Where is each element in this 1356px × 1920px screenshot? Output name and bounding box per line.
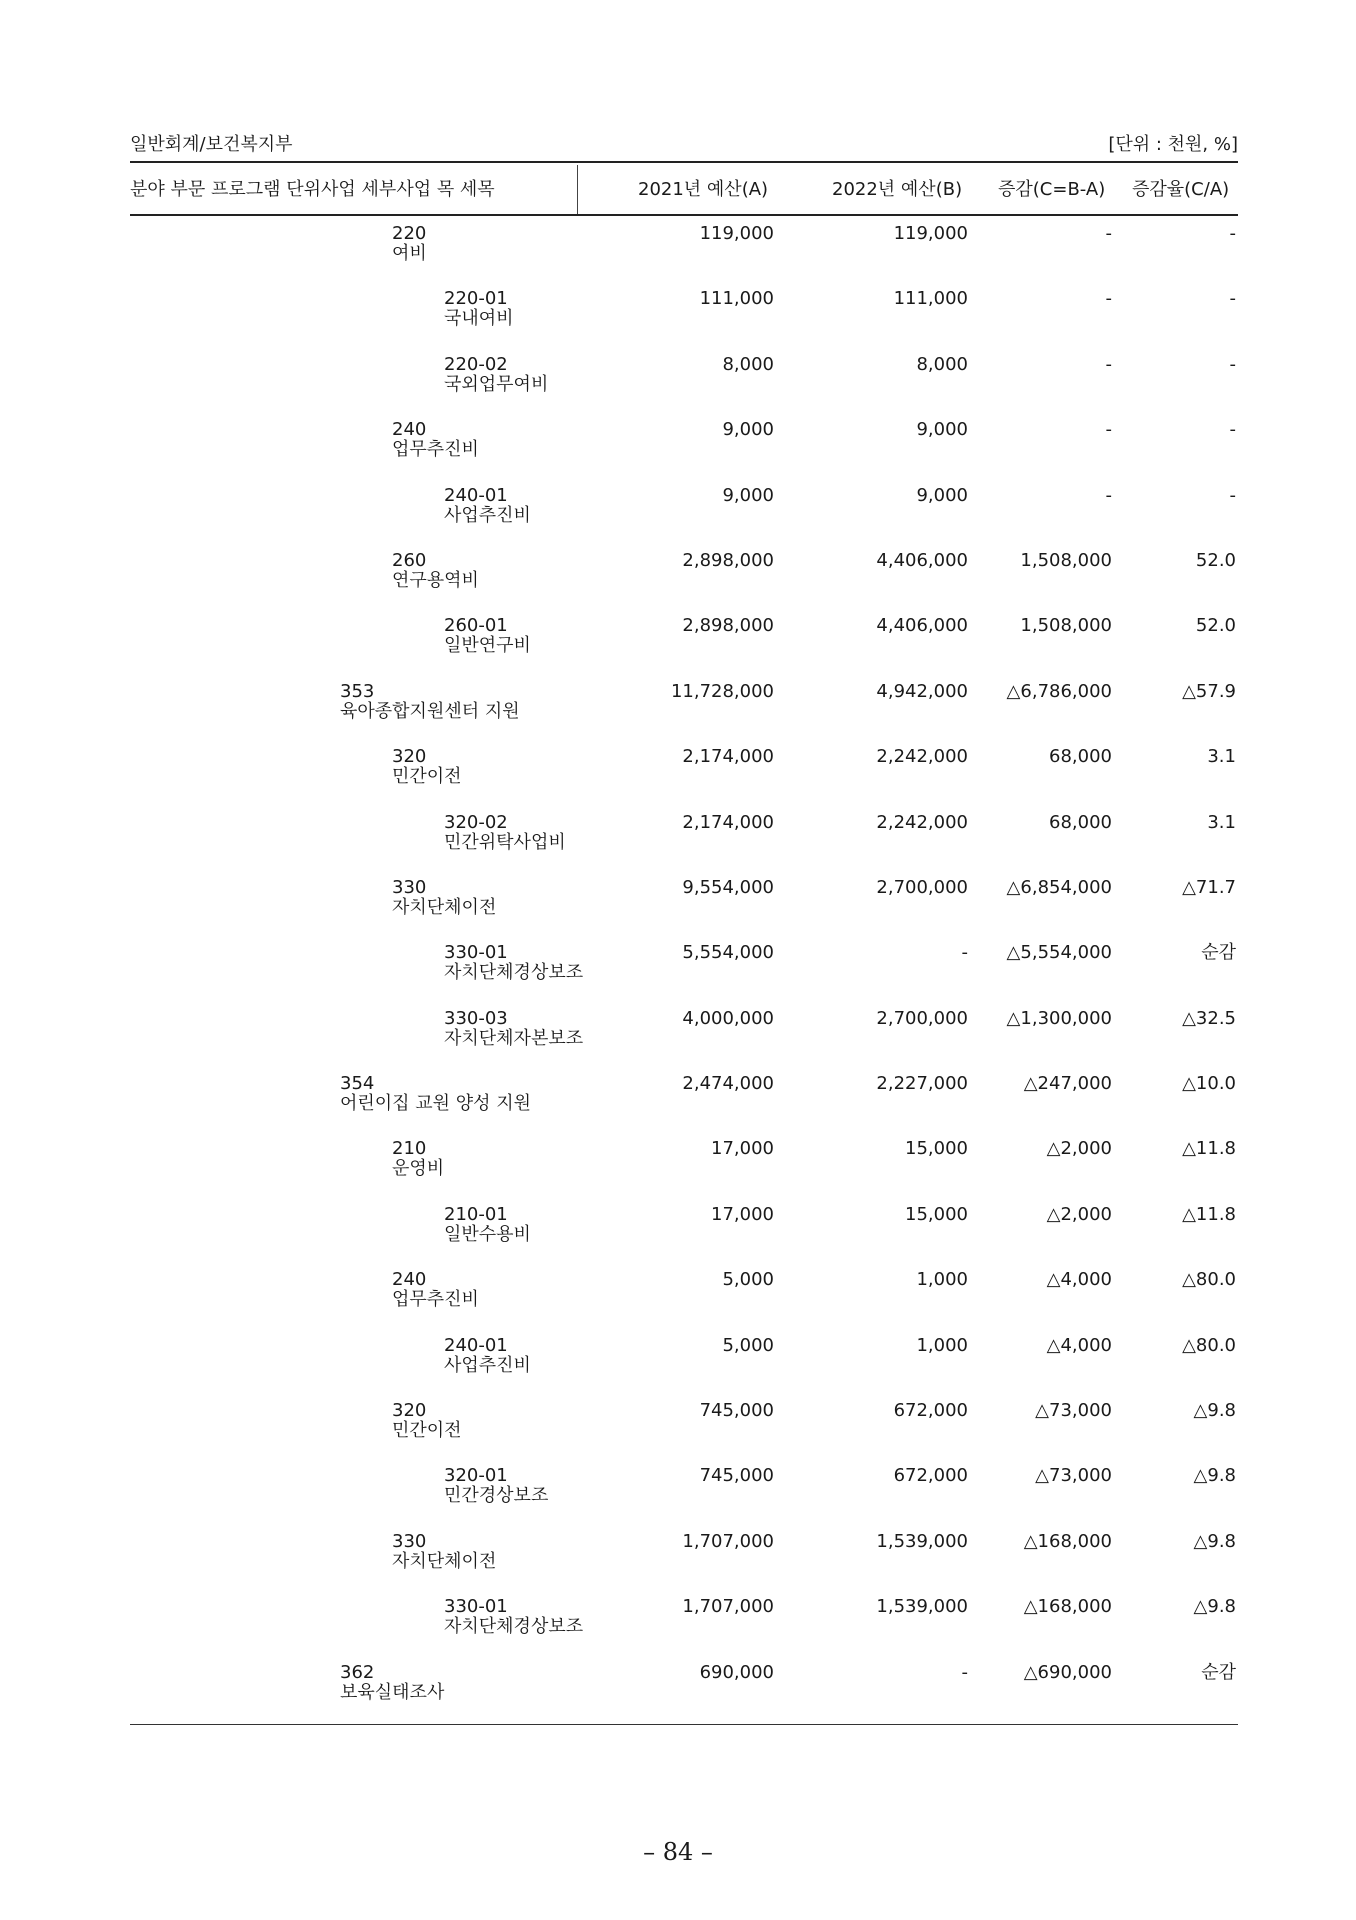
row-name: 일반연구비 bbox=[444, 635, 531, 657]
row-budget-2022: 2,242,000 bbox=[876, 746, 968, 768]
row-budget-2021: 1,707,000 bbox=[682, 1530, 774, 1552]
row-name: 국내여비 bbox=[444, 308, 514, 330]
row-change: △73,000 bbox=[1035, 1400, 1112, 1422]
row-budget-2022: 2,242,000 bbox=[876, 811, 968, 833]
row-budget-2021: 2,174,000 bbox=[682, 811, 774, 833]
row-budget-2021: 5,000 bbox=[722, 1334, 774, 1356]
row-name: 민간이전 bbox=[392, 766, 462, 788]
table-body bbox=[130, 218, 1238, 1722]
row-budget-2022: - bbox=[961, 942, 968, 964]
row-change-rate: △71.7 bbox=[1182, 876, 1236, 898]
table-row bbox=[130, 1460, 1238, 1525]
row-change-rate: 순감 bbox=[1201, 1661, 1236, 1683]
row-change-rate: △32.5 bbox=[1182, 1007, 1236, 1029]
row-code: 330 bbox=[392, 876, 427, 898]
row-change-rate: 52.0 bbox=[1195, 549, 1236, 571]
row-budget-2022: 4,406,000 bbox=[876, 615, 968, 637]
row-change: 68,000 bbox=[1049, 746, 1112, 768]
table-row bbox=[130, 1591, 1238, 1656]
account-label: 일반회계/보건복지부 bbox=[130, 134, 293, 155]
row-budget-2022: 2,227,000 bbox=[876, 1073, 968, 1095]
row-change-rate: △80.0 bbox=[1182, 1269, 1236, 1291]
row-change-rate: △10.0 bbox=[1182, 1073, 1236, 1095]
row-code: 240-01 bbox=[444, 1334, 508, 1356]
row-change: △1,300,000 bbox=[1006, 1007, 1112, 1029]
table-row bbox=[130, 937, 1238, 1002]
row-code: 330-01 bbox=[444, 942, 508, 964]
row-name: 자치단체경상보조 bbox=[444, 1616, 584, 1638]
table-row bbox=[130, 807, 1238, 872]
row-budget-2021: 8,000 bbox=[722, 353, 774, 375]
row-name: 육아종합지원센터 지원 bbox=[340, 700, 520, 722]
row-budget-2022: 2,700,000 bbox=[876, 876, 968, 898]
row-code: 320-02 bbox=[444, 811, 508, 833]
row-budget-2022: 15,000 bbox=[905, 1203, 968, 1225]
row-change: △6,854,000 bbox=[1006, 876, 1112, 898]
table-row bbox=[130, 1003, 1238, 1068]
row-change-rate: △11.8 bbox=[1182, 1138, 1236, 1160]
row-change-rate: △9.8 bbox=[1193, 1596, 1236, 1618]
row-change-rate: 순감 bbox=[1201, 942, 1236, 964]
row-budget-2022: 9,000 bbox=[916, 484, 968, 506]
row-code: 330 bbox=[392, 1530, 427, 1552]
top-info-line bbox=[130, 133, 1238, 157]
header-change-rate: 증감율(C/A) bbox=[1132, 179, 1230, 200]
row-code: 210-01 bbox=[444, 1203, 508, 1225]
row-name: 업무추진비 bbox=[392, 1289, 479, 1311]
row-change: △4,000 bbox=[1046, 1334, 1112, 1356]
row-change: △2,000 bbox=[1046, 1138, 1112, 1160]
table-row bbox=[130, 1133, 1238, 1198]
row-name: 자치단체자본보조 bbox=[444, 1027, 584, 1049]
row-budget-2021: 9,554,000 bbox=[682, 876, 774, 898]
row-change-rate: △9.8 bbox=[1193, 1400, 1236, 1422]
row-change: △73,000 bbox=[1035, 1465, 1112, 1487]
row-code: 240 bbox=[392, 419, 427, 441]
row-budget-2021: 4,000,000 bbox=[682, 1007, 774, 1029]
row-budget-2021: 17,000 bbox=[711, 1138, 774, 1160]
table-row bbox=[130, 218, 1238, 283]
row-budget-2021: 9,000 bbox=[722, 484, 774, 506]
row-name: 연구용역비 bbox=[392, 569, 479, 591]
row-name: 자치단체이전 bbox=[392, 896, 497, 918]
row-budget-2021: 745,000 bbox=[699, 1400, 774, 1422]
table-row bbox=[130, 480, 1238, 545]
table-row bbox=[130, 1264, 1238, 1329]
row-name: 자치단체경상보조 bbox=[444, 962, 584, 984]
row-name: 국외업무여비 bbox=[444, 373, 549, 395]
table-row bbox=[130, 610, 1238, 675]
row-change-rate: - bbox=[1229, 484, 1236, 506]
row-budget-2021: 2,898,000 bbox=[682, 615, 774, 637]
row-change: - bbox=[1105, 419, 1112, 441]
row-change-rate: △57.9 bbox=[1182, 680, 1236, 702]
row-budget-2022: - bbox=[961, 1661, 968, 1683]
row-change-rate: 3.1 bbox=[1207, 811, 1236, 833]
table-row bbox=[130, 1068, 1238, 1133]
header-budget-2022: 2022년 예산(B) bbox=[832, 179, 963, 200]
table-bottom-rule bbox=[130, 1724, 1238, 1725]
table-row bbox=[130, 676, 1238, 741]
row-code: 353 bbox=[340, 680, 375, 702]
row-name: 운영비 bbox=[392, 1158, 445, 1180]
row-budget-2022: 9,000 bbox=[916, 419, 968, 441]
row-budget-2022: 15,000 bbox=[905, 1138, 968, 1160]
table-row bbox=[130, 1657, 1238, 1722]
row-budget-2022: 1,539,000 bbox=[876, 1530, 968, 1552]
row-change-rate: - bbox=[1229, 223, 1236, 244]
row-name: 여비 bbox=[392, 243, 427, 264]
row-name: 민간이전 bbox=[392, 1420, 462, 1442]
row-change-rate: △9.8 bbox=[1193, 1530, 1236, 1552]
row-budget-2021: 111,000 bbox=[699, 288, 774, 310]
row-budget-2022: 1,000 bbox=[916, 1334, 968, 1356]
header-bottom-rule bbox=[130, 214, 1238, 216]
row-code: 240-01 bbox=[444, 484, 508, 506]
row-code: 220-02 bbox=[444, 353, 508, 375]
row-name: 사업추진비 bbox=[444, 1354, 531, 1376]
row-code: 362 bbox=[340, 1661, 375, 1683]
row-budget-2022: 672,000 bbox=[893, 1465, 968, 1487]
row-budget-2021: 11,728,000 bbox=[670, 680, 774, 702]
row-change: 68,000 bbox=[1049, 811, 1112, 833]
table-row bbox=[130, 1526, 1238, 1591]
row-budget-2022: 8,000 bbox=[916, 353, 968, 375]
row-code: 220 bbox=[392, 223, 427, 244]
row-code: 220-01 bbox=[444, 288, 508, 310]
row-budget-2022: 4,406,000 bbox=[876, 549, 968, 571]
row-code: 354 bbox=[340, 1073, 375, 1095]
row-change-rate: - bbox=[1229, 353, 1236, 375]
page-number: – 84 – bbox=[643, 1838, 713, 1866]
row-change: △2,000 bbox=[1046, 1203, 1112, 1225]
row-name: 일반수용비 bbox=[444, 1223, 531, 1245]
row-code: 260 bbox=[392, 549, 427, 571]
row-budget-2022: 119,000 bbox=[893, 223, 968, 244]
table-row bbox=[130, 545, 1238, 610]
row-change-rate: 52.0 bbox=[1195, 615, 1236, 637]
row-change: - bbox=[1105, 484, 1112, 506]
table-top-rule bbox=[130, 161, 1238, 163]
header-change: 증감(C=B-A) bbox=[998, 179, 1106, 200]
row-budget-2022: 2,700,000 bbox=[876, 1007, 968, 1029]
row-code: 240 bbox=[392, 1269, 427, 1291]
row-change: - bbox=[1105, 223, 1112, 244]
row-change: 1,508,000 bbox=[1020, 549, 1112, 571]
row-change: - bbox=[1105, 288, 1112, 310]
row-change: △168,000 bbox=[1023, 1596, 1112, 1618]
row-budget-2021: 5,000 bbox=[722, 1269, 774, 1291]
row-code: 320 bbox=[392, 1400, 427, 1422]
row-change: - bbox=[1105, 353, 1112, 375]
row-change-rate: 3.1 bbox=[1207, 746, 1236, 768]
row-code: 210 bbox=[392, 1138, 427, 1160]
table-row bbox=[130, 283, 1238, 348]
row-change: △6,786,000 bbox=[1006, 680, 1112, 702]
row-name: 민간경상보조 bbox=[444, 1485, 549, 1507]
row-change: △168,000 bbox=[1023, 1530, 1112, 1552]
table-row bbox=[130, 349, 1238, 414]
row-change: △4,000 bbox=[1046, 1269, 1112, 1291]
row-name: 업무추진비 bbox=[392, 439, 479, 461]
row-change-rate: △80.0 bbox=[1182, 1334, 1236, 1356]
row-budget-2021: 1,707,000 bbox=[682, 1596, 774, 1618]
row-budget-2022: 672,000 bbox=[893, 1400, 968, 1422]
header-divider bbox=[577, 165, 578, 215]
row-code: 320 bbox=[392, 746, 427, 768]
table-row bbox=[130, 414, 1238, 479]
table-row bbox=[130, 1199, 1238, 1264]
row-name: 민간위탁사업비 bbox=[444, 831, 566, 853]
header-classification: 분야 부문 프로그램 단위사업 세부사업 목 세목 bbox=[130, 179, 495, 200]
row-name: 자치단체이전 bbox=[392, 1550, 497, 1572]
row-change-rate: - bbox=[1229, 419, 1236, 441]
table-row bbox=[130, 1395, 1238, 1460]
row-budget-2021: 5,554,000 bbox=[682, 942, 774, 964]
header-budget-2021: 2021년 예산(A) bbox=[638, 179, 769, 200]
row-budget-2021: 9,000 bbox=[722, 419, 774, 441]
row-change: △247,000 bbox=[1023, 1073, 1112, 1095]
row-budget-2021: 2,174,000 bbox=[682, 746, 774, 768]
row-budget-2021: 690,000 bbox=[699, 1661, 774, 1683]
row-budget-2021: 2,898,000 bbox=[682, 549, 774, 571]
row-change-rate: △9.8 bbox=[1193, 1465, 1236, 1487]
row-budget-2022: 1,539,000 bbox=[876, 1596, 968, 1618]
row-budget-2022: 111,000 bbox=[893, 288, 968, 310]
row-budget-2021: 2,474,000 bbox=[682, 1073, 774, 1095]
row-code: 260-01 bbox=[444, 615, 508, 637]
row-budget-2022: 4,942,000 bbox=[876, 680, 968, 702]
table-row bbox=[130, 1330, 1238, 1395]
row-name: 어린이집 교원 양성 지원 bbox=[340, 1093, 532, 1115]
row-change-rate: - bbox=[1229, 288, 1236, 310]
row-name: 사업추진비 bbox=[444, 504, 531, 526]
row-budget-2021: 745,000 bbox=[699, 1465, 774, 1487]
row-code: 330-01 bbox=[444, 1596, 508, 1618]
row-change-rate: △11.8 bbox=[1182, 1203, 1236, 1225]
row-budget-2022: 1,000 bbox=[916, 1269, 968, 1291]
row-name: 보육실태조사 bbox=[340, 1681, 445, 1703]
unit-label: [단위 : 천원, %] bbox=[1108, 134, 1238, 155]
row-code: 330-03 bbox=[444, 1007, 508, 1029]
row-change: 1,508,000 bbox=[1020, 615, 1112, 637]
row-change: △690,000 bbox=[1023, 1661, 1112, 1683]
table-row bbox=[130, 872, 1238, 937]
table-header bbox=[130, 165, 1238, 215]
row-budget-2021: 17,000 bbox=[711, 1203, 774, 1225]
row-code: 320-01 bbox=[444, 1465, 508, 1487]
table-row bbox=[130, 741, 1238, 806]
row-budget-2021: 119,000 bbox=[699, 223, 774, 244]
row-change: △5,554,000 bbox=[1006, 942, 1112, 964]
